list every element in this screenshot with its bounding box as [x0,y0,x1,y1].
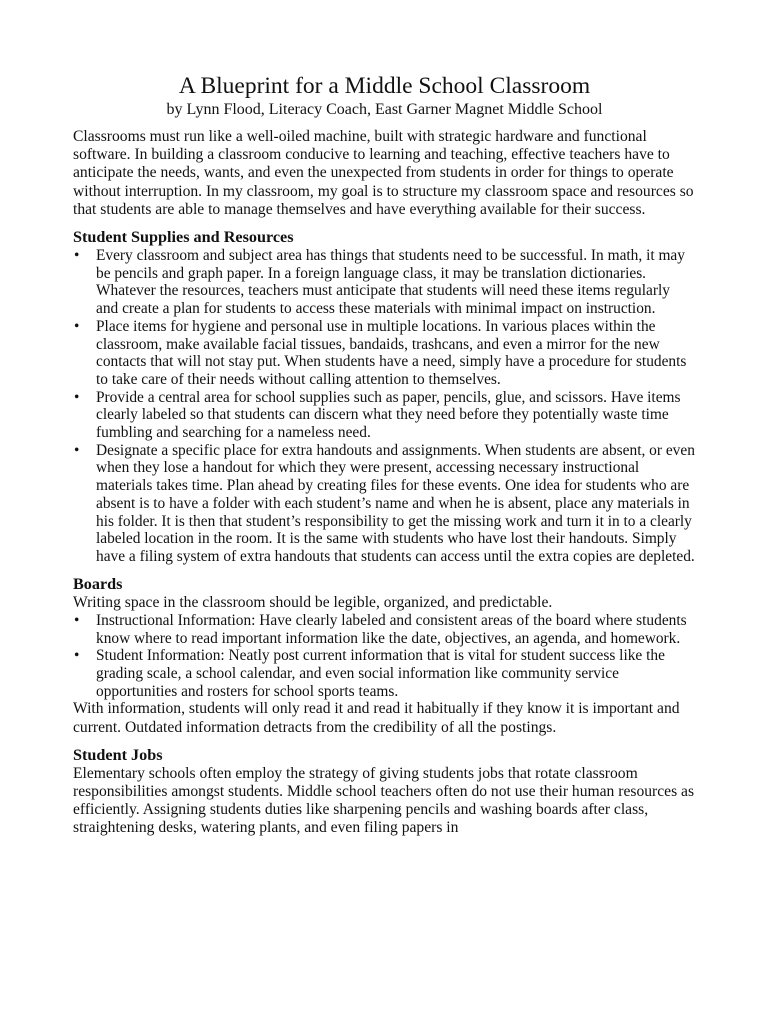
section-heading-supplies: Student Supplies and Resources [73,228,294,247]
list-item: • Provide a central area for school supplies such as paper, pencils, glue, and scissors. Have items clearly labeled so that students can discern what they need before they potentially waste time fumbling and searching for a nameless need. [73,389,696,442]
section-heading-boards: Boards [73,574,123,593]
list-item: • Every classroom and subject area has things that students need to be successful. In math, it may be pencils and graph paper. In a foreign language class, it may be translation dictionaries. Whatever the resources, teachers must anticipate that students will need these items regularly and create a plan for students to access these materials with minimal impact on instruction. [73,247,696,318]
boards-intro: Writing space in the classroom should be legible, organized, and predictable. [73,593,553,611]
section-heading-jobs: Student Jobs [73,745,163,764]
boards-outro: With information, students will only read it and read it habitually if they know it is important and current. Outdated information detracts from the credibility of all the postings. [73,700,680,736]
supplies-list [73,247,696,566]
list-item: • Designate a specific place for extra handouts and assignments. When students are absent, or even when they lose a handout for which they were present, accessing necessary instructional materials takes time. Plan ahead by creating files for these events. One idea for students who are absent is to have a folder with each student’s name and when he is absent, place any materials in his folder. It is then that student’s responsibility to get the missing work and turn it in to a clearly labeled location in the room. It is the same with students who have lost their handouts. Simply have a filing system of extra handouts that students can access until the extra copies are depleted. [73,442,696,566]
document-title: A Blueprint for a Middle School Classroom [178,73,591,99]
list-item: • Instructional Information: Have clearly labeled and consistent areas of the board where students know where to read important information like the date, objectives, an agenda, and homework. [73,612,696,647]
intro-paragraph: Classrooms must run like a well-oiled machine, built with strategic hardware and functional software. In building a classroom conducive to learning and teaching, effective teachers have to anticipate the needs, wants, and even the unexpected from students in order for things to operate without interruption. In my classroom, my goal is to structure my classroom space and resources so that students are able to manage themselves and have everything available for their success. [73,128,694,218]
jobs-paragraph: Elementary schools often employ the strategy of giving students jobs that rotate classroom responsibilities amongst students. Middle school teachers often do not use their human resources as efficiently. Assigning students duties like sharpening pencils and washing boards after class, straightening desks, watering plants, and even filing papers in [73,764,695,837]
boards-list [73,612,696,701]
byline: by Lynn Flood, Literacy Coach, East Garner Magnet Middle School [166,101,603,118]
list-item: • Place items for hygiene and personal use in multiple locations. In various places within the classroom, make available facial tissues, bandaids, trashcans, and even a mirror for the new contacts that will not stay put. When students have a need, simply have a procedure for students to take care of their needs without calling attention to themselves. [73,318,696,389]
list-item: • Student Information: Neatly post current information that is vital for student success like the grading scale, a school calendar, and even social information like community service opportunities and rosters for school sports teams. [73,647,696,700]
